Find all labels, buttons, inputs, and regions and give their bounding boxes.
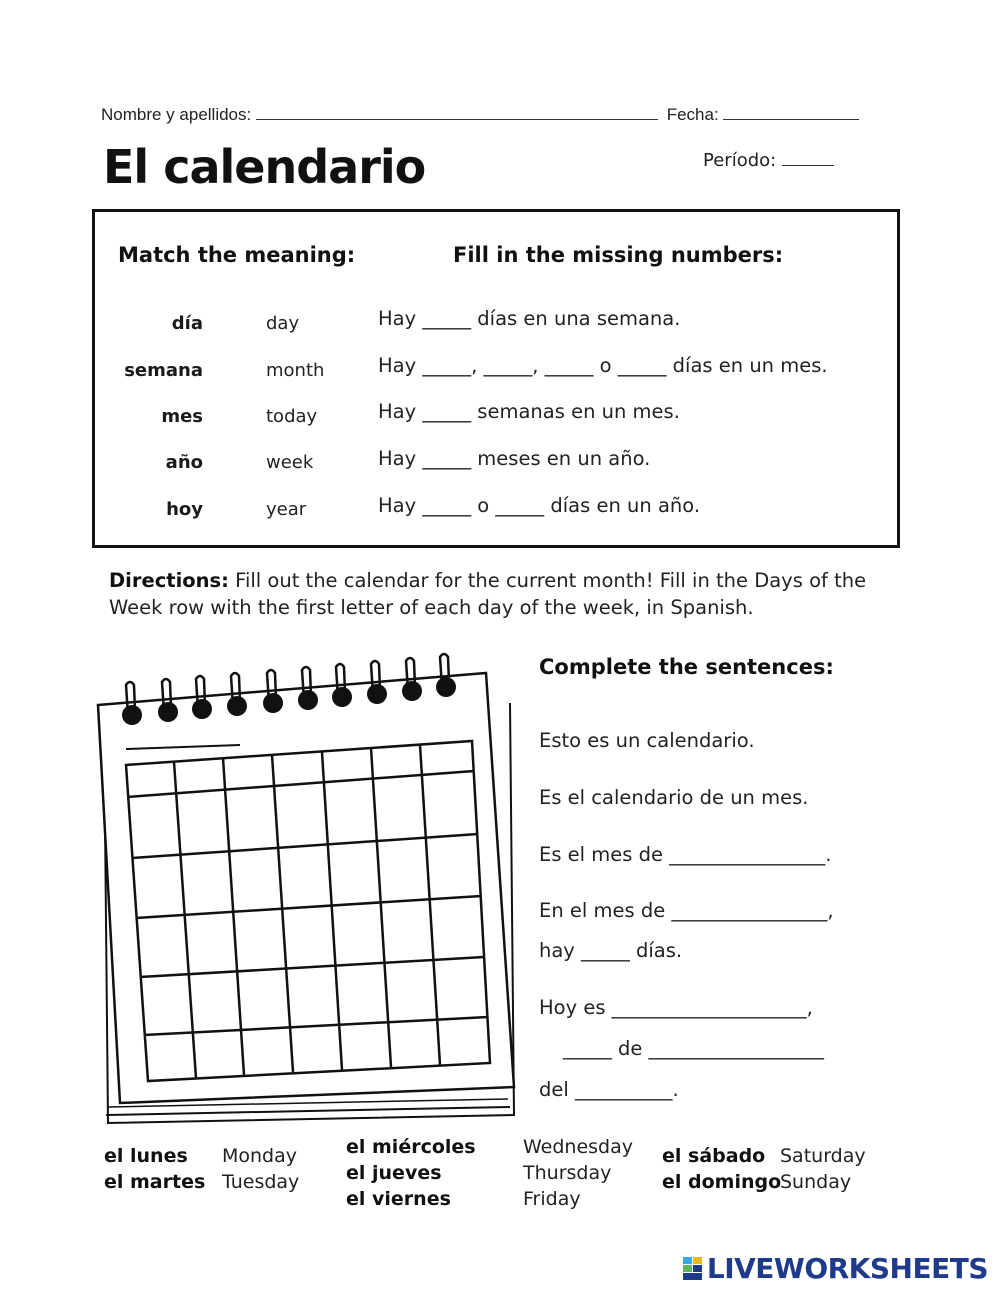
- match-meaning[interactable]: year: [266, 499, 307, 520]
- sentence-line[interactable]: _____ de __________________: [563, 1037, 825, 1060]
- liveworksheets-logo[interactable]: [683, 1252, 988, 1285]
- complete-heading: Complete the sentences:: [539, 655, 834, 679]
- day-english: Sunday: [780, 1171, 852, 1193]
- sentence-line[interactable]: hay _____ días.: [539, 939, 683, 962]
- logo-text: LIVEWORKSHEETS: [706, 1252, 988, 1285]
- day-spanish: el miércoles: [346, 1136, 476, 1158]
- sentence-line[interactable]: En el mes de ________________,: [539, 899, 834, 922]
- day-spanish: el domingo: [662, 1171, 782, 1193]
- day-english: Monday: [222, 1145, 298, 1167]
- day-spanish: el viernes: [346, 1188, 451, 1210]
- calendar-page: [98, 673, 514, 1103]
- calendar-illustration[interactable]: [90, 645, 522, 1135]
- ring-hole: [367, 684, 387, 704]
- logo-block: [683, 1257, 692, 1264]
- match-word[interactable]: día: [171, 313, 203, 334]
- calendar-page-edge: [106, 1107, 510, 1115]
- numbers-heading: Fill in the missing numbers:: [453, 243, 784, 267]
- ring-hole: [332, 687, 352, 707]
- day-english: Saturday: [780, 1145, 866, 1167]
- sentence-line: Es el calendario de un mes.: [539, 786, 809, 809]
- logo-block: [683, 1265, 692, 1272]
- match-word[interactable]: hoy: [166, 499, 203, 520]
- day-list-en-2: [523, 1134, 633, 1212]
- name-field[interactable]: [256, 105, 658, 120]
- period-field[interactable]: [782, 151, 834, 166]
- ring-hole: [263, 693, 283, 713]
- day-english: Friday: [523, 1188, 581, 1210]
- sentence-line[interactable]: Hoy es ____________________,: [539, 996, 813, 1019]
- match-heading: Match the meaning:: [118, 243, 356, 267]
- period-row: [703, 150, 834, 171]
- ring-hole: [298, 690, 318, 710]
- day-spanish: el lunes: [104, 1145, 188, 1167]
- sentence-line: Esto es un calendario.: [539, 729, 755, 752]
- number-sentence[interactable]: Hay _____ meses en un año.: [378, 447, 651, 470]
- sentence-line[interactable]: del __________.: [539, 1078, 679, 1101]
- page-title: El calendario: [103, 140, 426, 194]
- sentence-line[interactable]: Es el mes de ________________.: [539, 843, 832, 866]
- ring-hole: [227, 696, 247, 716]
- logo-block: [693, 1257, 702, 1264]
- name-row: [101, 105, 859, 125]
- period-label: Período:: [703, 150, 777, 171]
- number-sentence[interactable]: Hay _____ semanas en un mes.: [378, 400, 680, 423]
- ring-hole: [122, 705, 142, 725]
- number-sentence[interactable]: Hay _____, _____, _____ o _____ días en un mes.: [378, 354, 828, 377]
- match-meaning[interactable]: today: [266, 406, 318, 427]
- ring-hole: [192, 699, 212, 719]
- day-english: Thursday: [523, 1162, 612, 1184]
- day-list-en-1: [222, 1143, 299, 1195]
- day-spanish: el jueves: [346, 1162, 442, 1184]
- number-sentence[interactable]: Hay _____ o _____ días en un año.: [378, 494, 701, 517]
- logo-block: [693, 1265, 702, 1272]
- day-list-en-3: [780, 1143, 866, 1195]
- match-meaning[interactable]: month: [266, 360, 325, 381]
- day-list-es-3: [662, 1143, 781, 1195]
- ring-hole: [158, 702, 178, 722]
- day-list-es-2: [346, 1134, 476, 1212]
- match-word[interactable]: semana: [124, 360, 203, 381]
- name-label: Nombre y apellidos:: [101, 105, 252, 124]
- ring-hole: [402, 681, 422, 701]
- ring-hole: [436, 677, 456, 697]
- day-spanish: el sábado: [662, 1145, 766, 1167]
- logo-mark-icon: [683, 1257, 703, 1281]
- directions-label: Directions:: [109, 569, 229, 592]
- day-spanish: el martes: [104, 1171, 206, 1193]
- logo-block: [683, 1273, 702, 1280]
- match-word[interactable]: año: [165, 452, 203, 473]
- date-field[interactable]: [723, 105, 859, 120]
- number-sentence[interactable]: Hay _____ días en una semana.: [378, 307, 681, 330]
- date-label: Fecha:: [666, 105, 719, 124]
- day-list-es-1: [104, 1143, 205, 1195]
- match-meaning[interactable]: week: [266, 452, 314, 473]
- day-english: Tuesday: [222, 1171, 300, 1193]
- day-english: Wednesday: [523, 1136, 634, 1158]
- match-meaning[interactable]: day: [266, 313, 300, 334]
- match-word[interactable]: mes: [161, 406, 203, 427]
- directions: [109, 567, 899, 621]
- directions-text: Fill out the calendar for the current month! Fill in the Days of the Week row with the first letter of each day of the week, in Spanish.: [109, 569, 867, 619]
